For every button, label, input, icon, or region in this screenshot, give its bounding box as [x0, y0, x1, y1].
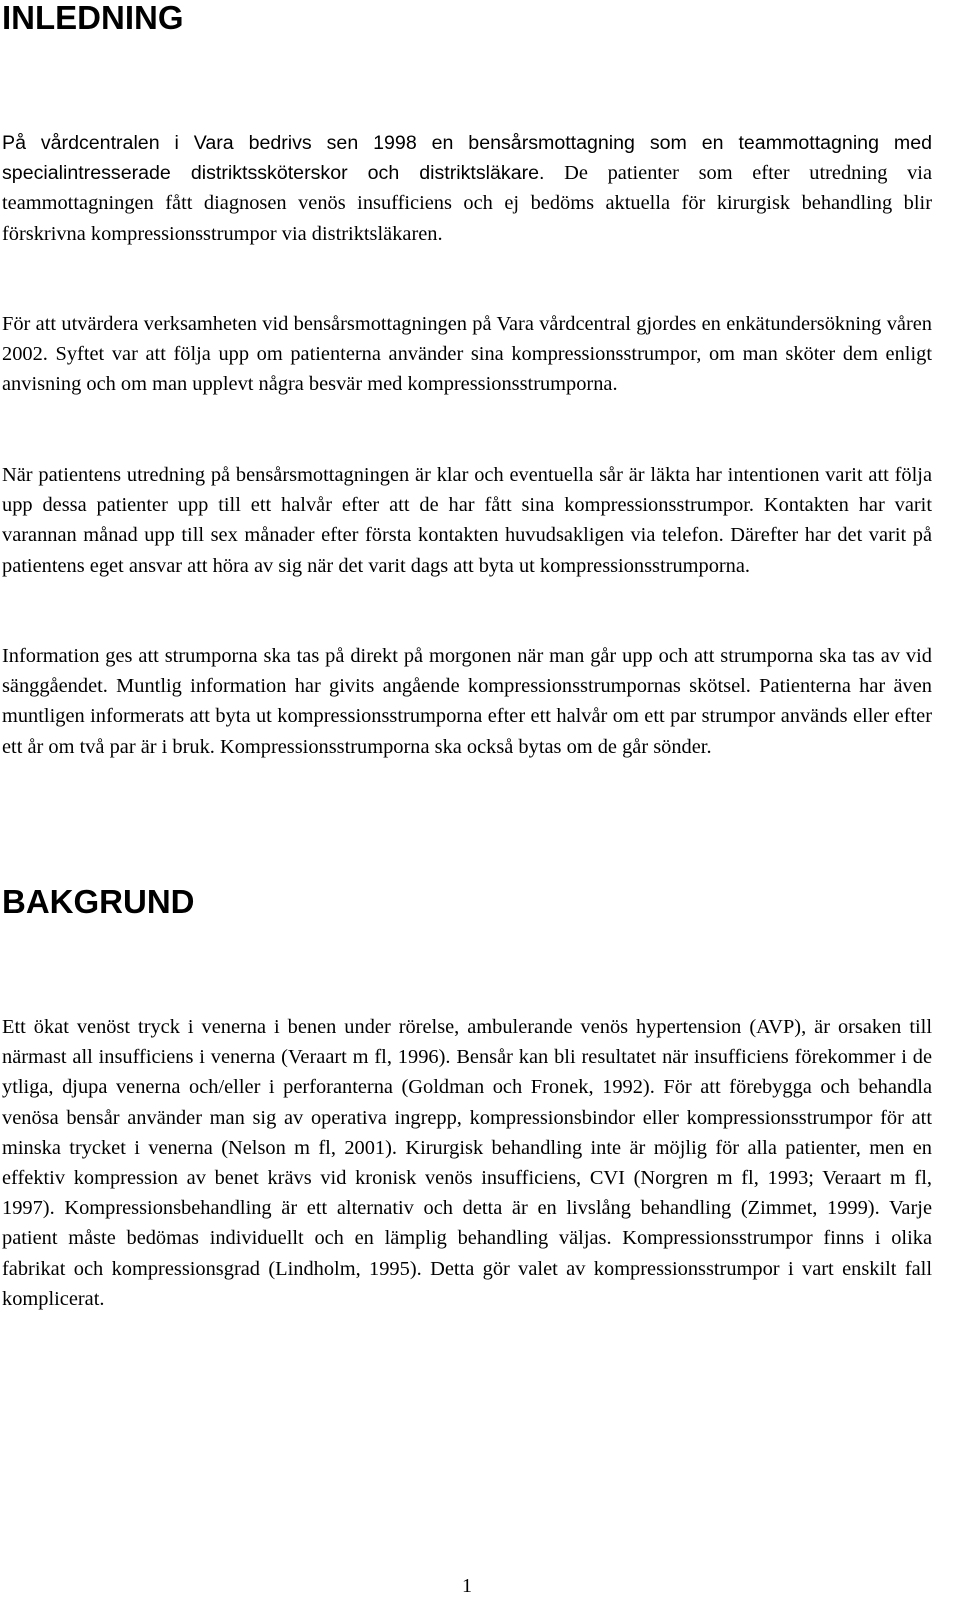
- section-heading-bakgrund: BAKGRUND: [2, 883, 195, 920]
- paragraph-intro-2-part-b: Syftet var att följa upp om patienterna använder sina kompressionsstrumpor, om man sköter dem enligt anvisning och om man upplevt några besvär med kompressionsstrumporna.: [2, 343, 932, 396]
- paragraph-intro-4: Information ges att strumporna ska tas på direkt på morgonen när man går upp och att strumporna ska tas av vid sänggåendet. Muntlig information har givits angående kompressionsstrumpornas skötsel. Patienterna har även muntligen informerats att byta ut kompressionsstrumporna efter ett halvår om ett par strumpor används eller efter ett år om två par är i bruk. Kompressionsstrumporna ska också bytas om de går sönder.: [2, 645, 932, 758]
- section-heading-inledning: INLEDNING: [2, 0, 184, 36]
- paragraph-intro-1-part-a: På vårdcentralen i Vara bedrivs sen 1998 en bensårsmottagning som en teammottagning med specialintresserade distriktssköterskor och distriktsläkare.: [2, 132, 932, 185]
- paragraph-background-1: Ett ökat venöst tryck i venerna i benen under rörelse, ambulerande venös hypertension (AVP), är orsaken till närmast all insufficiens i venerna (Veraart m fl, 1996). Bensår kan bli resultatet när insufficiens förekommer i de ytliga, djupa venerna och/eller i perforanterna (Goldman och Fronek, 1992). För att förebygga och behandla venösa bensår använder man sig av operativa ingrepp, kompressionsbindor eller kompressionsstrumpor för att minska trycket i venerna (Nelson m fl, 2001). Kirurgisk behandling inte är möjlig för alla patienter, men en effektiv kompression av benet krävs vid kronisk venös insufficiens, CVI (Norgren m fl, 1993; Veraart m fl, 1997). Kompressionsbehandling är ett alternativ och detta är en livslång behandling (Zimmet, 1999). Varje patient måste bedömas individuellt och en lämplig behandling väljas. Kompressionsstrumpor finns i olika fabrikat och kompressionsgrad (Lindholm, 1995). Detta gör valet av kompressionsstrumpor i vart enskilt fall komplicerat.: [2, 1016, 932, 1310]
- page-number: 1: [462, 1575, 472, 1597]
- paragraph-intro-2: [2, 309, 932, 400]
- paragraph-intro-1: [2, 128, 932, 249]
- paragraph-intro-1-part-b: De patienter som efter utredning via teammottagningen fått diagnosen venös insufficiens och ej bedöms aktuella för kirurgisk behandling blir förskrivna kompressionsstrumpor via distriktsläkaren.: [2, 162, 933, 245]
- paragraph-intro-3: När patientens utredning på bensårsmottagningen är klar och eventuella sår är läkta har intentionen varit att följa upp dessa patienter upp till ett halvår efter att de har fått sina kompressionsstrumpor. Kontakten har varit varannan månad upp till sex månader efter första kontakten huvudsakligen via telefon. Därefter har det varit på patientens eget ansvar att höra av sig när det varit dags att byta ut kompressionsstrumporna.: [2, 464, 932, 577]
- paragraph-intro-2-part-a: För att utvärdera verksamheten vid bensårsmottagningen på Vara vårdcentral gjordes en enkätundersökning våren 2002.: [2, 313, 932, 366]
